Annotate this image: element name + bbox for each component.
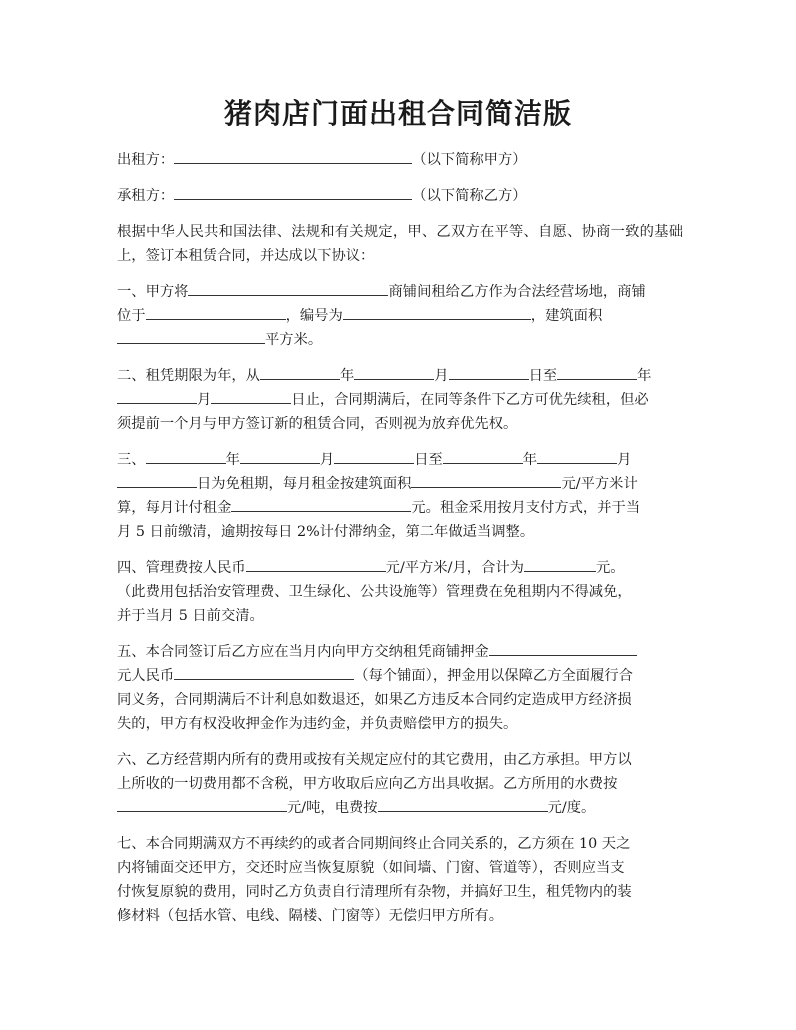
clause-3-year-label: 年 xyxy=(225,452,240,468)
clause-3-line-3 xyxy=(117,496,683,520)
clause-2-blank-day-start xyxy=(449,364,529,380)
clause-4-text-a: 四、管理费按人民币 xyxy=(117,560,246,576)
clause-2-blank-year-end xyxy=(557,364,637,380)
clause-5-line-4: 失的，甲方有权没收押金作为违约金，并负责赔偿甲方的损失。 xyxy=(117,716,518,732)
clause-1-blank-area xyxy=(117,328,265,344)
clause-1-blank-location xyxy=(146,304,286,320)
clause-3-day-to-label: 日至 xyxy=(414,452,443,468)
clause-4-line-1 xyxy=(117,556,683,580)
clause-1-text-d: ，编号为 xyxy=(285,308,343,324)
clause-6-blank-electric xyxy=(378,796,548,812)
clause-3-blank-rate xyxy=(411,472,561,488)
clause-2-month-end-label: 月 xyxy=(197,392,212,408)
clause-2-year-end-label: 年 xyxy=(637,368,652,384)
clause-1-line-3 xyxy=(117,328,683,352)
clause-3-year-end-label: 年 xyxy=(522,452,538,468)
clause-2-line-1 xyxy=(117,364,683,388)
clause-3-blank-month-end xyxy=(537,448,617,464)
clause-2-line-3: 须提前一个月与甲方签订新的租赁合同，否则视为放弃优先权。 xyxy=(117,416,518,432)
clause-4-blank-total xyxy=(524,556,596,572)
clause-2-blank-day-end xyxy=(211,388,291,404)
lessee-blank xyxy=(174,184,412,200)
clause-6-line-1: 六、乙方经营期内所有的费用或按有关规定应付的其它费用，由乙方承担。甲方以 xyxy=(117,752,632,768)
clause-1-line-2 xyxy=(117,304,683,328)
clause-2-year-label: 年 xyxy=(339,368,355,384)
clause-5 xyxy=(117,640,683,736)
lessor-line xyxy=(117,148,683,172)
lessor-label: 出租方： xyxy=(117,152,175,168)
clause-7-line-4: 修材料（包括水管、电线、隔楼、门窗等）无偿归甲方所有。 xyxy=(117,908,504,924)
clause-4-line-3: 并于当月 5 日前交清。 xyxy=(117,608,264,624)
clause-2-text-b: 日止，合同期满后，在同等条件下乙方可优先续租，但必 xyxy=(291,392,649,408)
clause-6-blank-water xyxy=(117,796,287,812)
clause-2 xyxy=(117,364,683,436)
clause-6-line-2: 上所收的一切费用都不含税，甲方收取后应向乙方出具收据。乙方所用的水费按 xyxy=(117,776,618,792)
clause-2-blank-year-start xyxy=(260,364,340,380)
clause-3-month-end-label: 月 xyxy=(617,452,632,468)
clause-6-line-3 xyxy=(117,796,683,820)
clause-2-line-2 xyxy=(117,388,683,412)
clause-1 xyxy=(117,280,683,352)
clause-2-blank-month-start xyxy=(354,364,434,380)
clause-4-blank-fee xyxy=(246,556,386,572)
clause-3 xyxy=(117,448,683,544)
clause-1-text-f: 平方米。 xyxy=(265,332,323,348)
clause-3-month-label: 月 xyxy=(319,452,335,468)
clause-1-line-1 xyxy=(117,280,683,304)
clause-5-line-3: 同义务，合同期满后不计利息如数退还，如果乙方违反本合同约定造成甲方经济损 xyxy=(117,692,632,708)
lessor-suffix: （以下简称甲方） xyxy=(412,152,527,168)
clause-3-blank-rent xyxy=(231,496,411,512)
clause-3-blank-month-start xyxy=(240,448,320,464)
clause-3-blank-year-start xyxy=(146,448,226,464)
clause-3-blank-year-end xyxy=(443,448,523,464)
clause-1-text-c: 位于 xyxy=(117,308,146,324)
clause-7 xyxy=(117,832,683,928)
intro-paragraph: 根据中华人民共和国法律、法规和有关规定，甲、乙双方在平等、自愿、协商一致的基础上，签订本租赁合同，并达成以下协议： xyxy=(117,224,683,264)
document-body xyxy=(117,148,683,940)
clause-1-text-a: 一、甲方将 xyxy=(117,284,189,300)
clause-7-line-1: 七、本合同期满双方不再续约的或者合同期间终止合同关系的，乙方须在 10 天之 xyxy=(117,836,631,852)
clause-2-day-to-label: 日至 xyxy=(528,368,558,384)
clause-3-line-2 xyxy=(117,472,683,496)
clause-3-text-c: 元/平方米计 xyxy=(561,476,638,492)
clause-3-text-b: 日为免租期，每月租金按建筑面积 xyxy=(197,476,412,492)
clause-5-text-a: 五、本合同签订后乙方应在当月内向甲方交纳租凭商铺押金 xyxy=(117,644,489,660)
clause-5-line-1 xyxy=(117,640,683,664)
clause-6-text-d: 元/度。 xyxy=(547,800,596,816)
clause-2-month-label: 月 xyxy=(434,368,449,384)
clause-5-line-2 xyxy=(117,664,683,688)
clause-3-blank-day-start xyxy=(334,448,414,464)
document-title: 猪肉店门面出租合同简洁版 xyxy=(223,97,572,130)
clause-5-blank-deposit xyxy=(489,640,637,656)
clause-1-blank-shop xyxy=(188,280,388,296)
clause-5-text-c: （每个铺面），押金用以保障乙方全面履行合 xyxy=(354,668,633,684)
clause-3-text-a: 三、 xyxy=(117,452,146,468)
clause-6-text-c: 元/吨，电费按 xyxy=(287,800,378,816)
clause-5-text-b: 元人民币 xyxy=(117,668,175,684)
clause-4-text-b: 元/平方米/月，合计为 xyxy=(385,560,524,576)
clause-3-text-d: 算，每月计付租金 xyxy=(117,500,232,516)
lessee-suffix: （以下简称乙方） xyxy=(412,188,527,204)
clause-7-line-2: 内将铺面交还甲方，交还时应当恢复原貌（如间墙、门窗、管道等），否则应当支 xyxy=(117,860,625,876)
lessee-label: 承租方： xyxy=(117,188,175,204)
clause-3-blank-day-end xyxy=(117,472,197,488)
clause-2-text-a: 二、租凭期限为年，从 xyxy=(117,368,260,384)
clause-4-text-c: 元。 xyxy=(595,560,625,576)
clause-5-blank-amount xyxy=(174,664,354,680)
clause-6 xyxy=(117,748,683,820)
clause-1-text-e: ，建筑面积 xyxy=(530,308,603,324)
clause-3-text-e: 元。租金采用按月支付方式，并于当 xyxy=(411,500,641,516)
clause-1-text-b: 商铺间租给乙方作为合法经营场地，商铺 xyxy=(388,284,646,300)
clause-2-blank-month-end xyxy=(117,388,197,404)
clause-1-blank-number xyxy=(343,304,531,320)
lessee-line xyxy=(117,184,683,208)
clause-4-line-2: （此费用包括治安管理费、卫生绿化、公共设施等）管理费在免租期内不得减免， xyxy=(117,584,632,600)
clause-3-line-4: 月 5 日前缴清，逾期按每日 2%计付滞纳金，第二年做适当调整。 xyxy=(117,524,535,540)
clause-7-line-3: 付恢复原貌的费用，同时乙方负责自行清理所有杂物，并搞好卫生，租凭物内的装 xyxy=(117,884,632,900)
clause-3-line-1 xyxy=(117,448,683,472)
lessor-blank xyxy=(174,148,412,164)
clause-4 xyxy=(117,556,683,628)
